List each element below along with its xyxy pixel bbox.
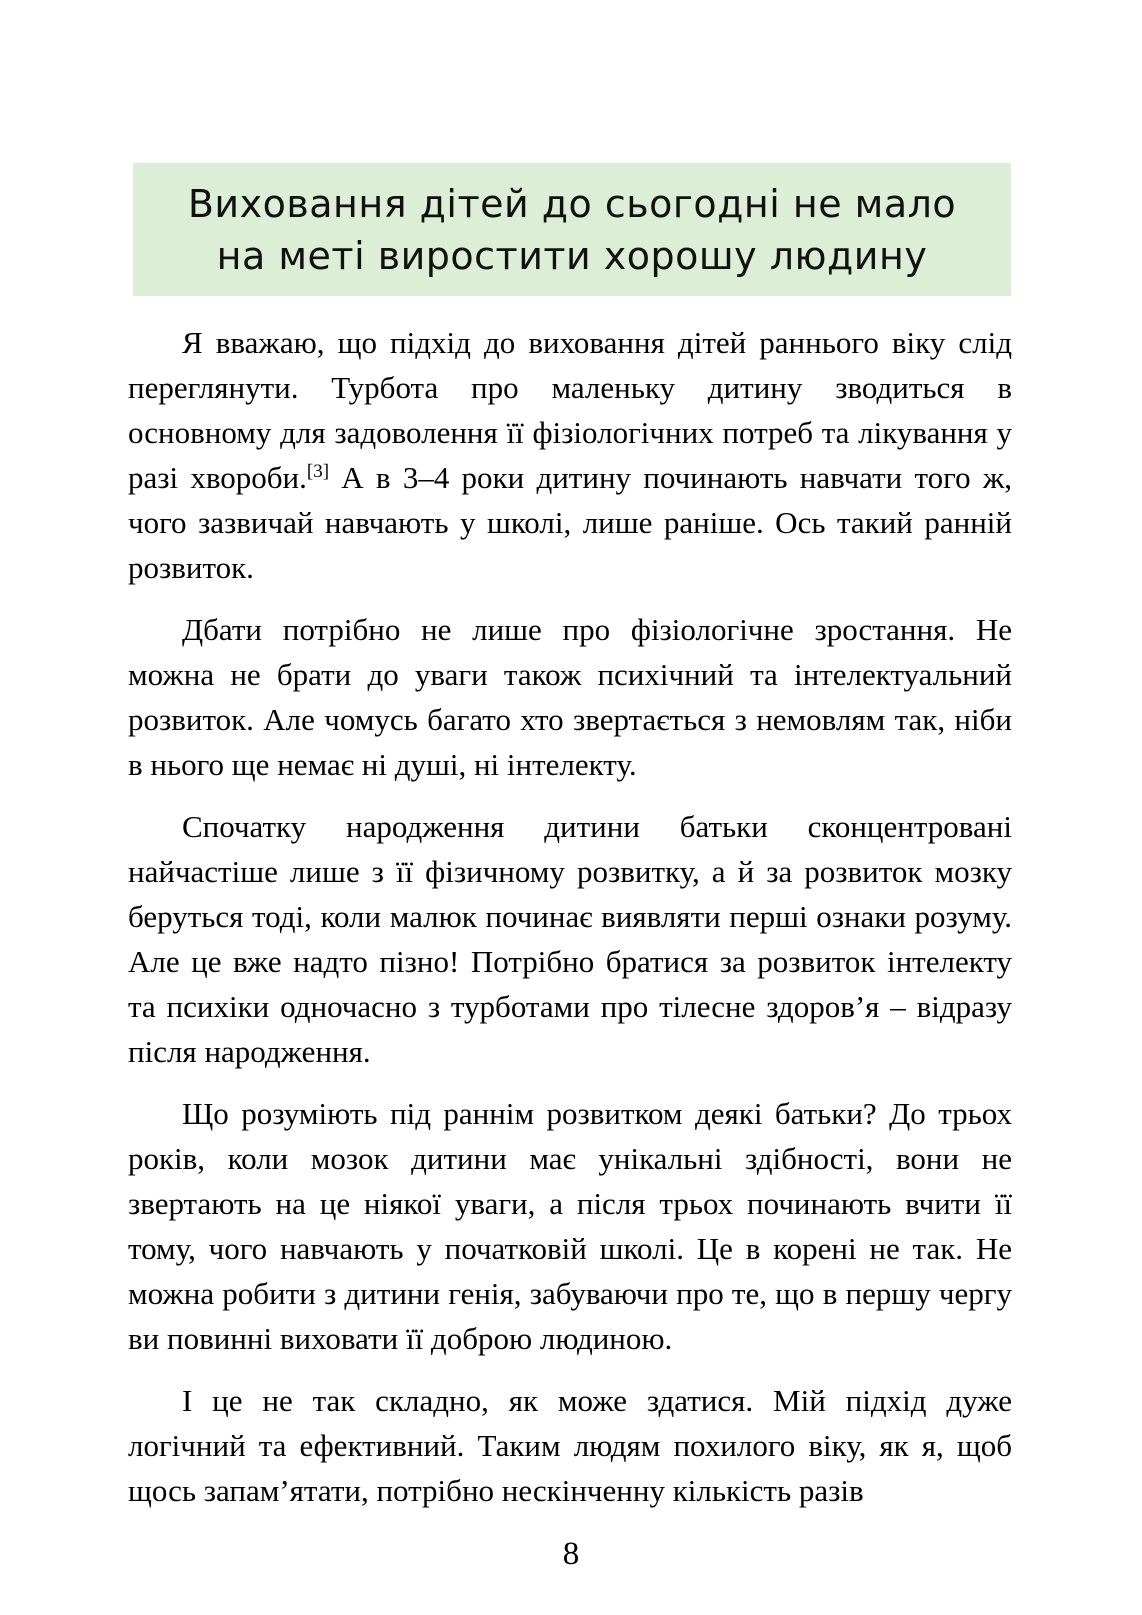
paragraph-1-text-after-footnote: А в 3–4 роки дитину починають навчати того ж, чого зазвичай навчають у школі, лише раніше. Ось такий ранній розвиток. [128, 460, 1013, 585]
chapter-title-box [133, 163, 1011, 296]
page-number: 8 [562, 1536, 580, 1572]
paragraph-5: І це не так складно, як може здатися. Мій підхід дуже логічний та ефективний. Таким людям похилого віку, як я, щоб щось запам’ятати, потрібно нескінченну кількість разів [128, 1383, 1012, 1508]
paragraph-2: Дбати потрібно не лише про фізіологічне зростання. Не можна не брати до уваги також психічний та інтелектуальний розвиток. Але чомусь багато хто звертається з немовлям так, ніби в нього ще немає ні душі, ні інтелекту. [128, 612, 1012, 782]
chapter-title-line-1: Виховання дітей до сьогодні не мало [187, 181, 957, 226]
paragraph-3: Спочатку народження дитини батьки сконцентровані найчастіше лише з її фізичному розвитку, а й за розвиток мозку беруться тоді, коли малюк починає виявляти перші ознаки розуму. Але це вже надто пізно! Потрібно братися за розвиток інтелекту та психіки одночасно з турботами про тілесне здоров’я – відразу після народження. [128, 809, 1012, 1069]
paragraph-1-text-before-footnote: Я вважаю, що підхід до виховання дітей раннього віку слід переглянути. Турбота про маленьку дитину зводиться в основному для задоволення її фізіологічних потреб та лікування у разі хвороби. [128, 325, 1012, 495]
chapter-title-line-2: на меті виростити хорошу людину [216, 233, 928, 278]
paragraph-1 [128, 320, 1012, 590]
footnote-ref-3: [3] [306, 461, 330, 482]
paragraph-4: Що розуміють під раннім розвитком деякі батьки? До трьох років, коли мозок дитини має унікальні здібності, вони не звертають на це ніякої уваги, а після трьох починають вчити її тому, чого навчають у початковій школі. Це в корені не так. Не можна робити з дитини генія, забуваючи про те, що в першу чергу ви повинні виховати її доброю людиною. [128, 1096, 1012, 1356]
page-body-text [128, 320, 1012, 1530]
